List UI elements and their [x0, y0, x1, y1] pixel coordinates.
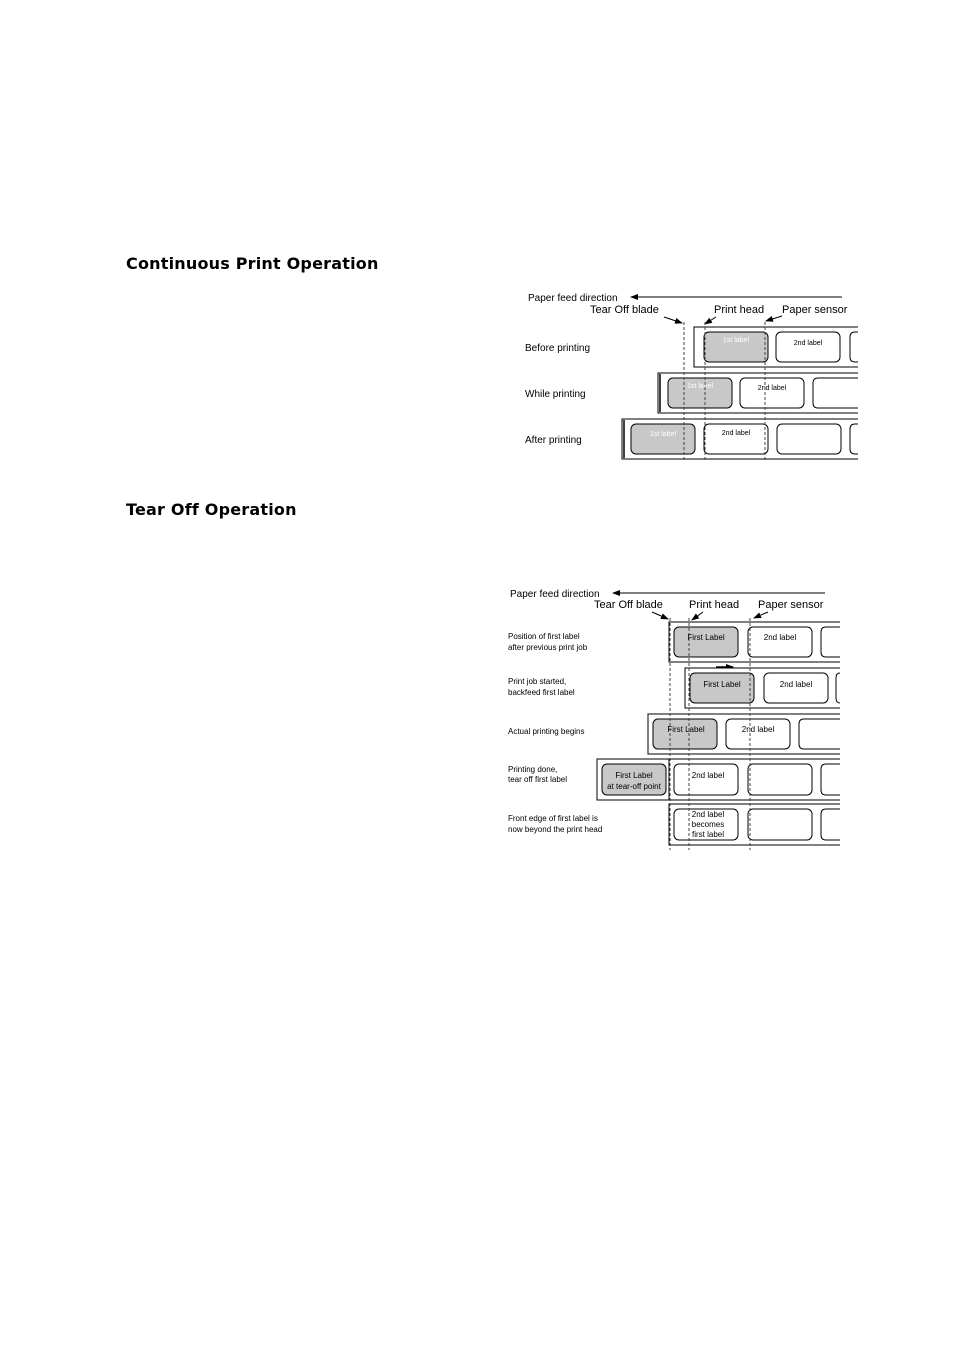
tear-off-heading: Tear Off Operation	[126, 500, 297, 519]
tear-off-diagram	[508, 589, 840, 850]
first-label	[653, 719, 717, 749]
fourth-label	[850, 424, 858, 454]
second-label-text: 2nd label	[741, 725, 775, 734]
second-label	[704, 424, 768, 454]
first-label	[631, 424, 695, 454]
third-label	[850, 332, 858, 362]
first-label-text: First Label	[615, 771, 653, 780]
print-head-text: Print head	[714, 304, 765, 316]
third-label	[777, 424, 841, 454]
print-head-text: Print head	[689, 599, 740, 611]
feed-direction-text: Paper feed direction	[528, 293, 618, 304]
sensor-pointer-arrow	[754, 612, 768, 618]
row-caption: backfeed first label	[508, 688, 575, 697]
blade-pointer-arrow	[664, 317, 682, 323]
first-label-text: First Label	[703, 680, 741, 689]
first-label-text: 1st label	[722, 337, 750, 344]
second-label	[776, 332, 840, 362]
paper-sensor-text: Paper sensor	[782, 304, 848, 316]
second-label-text: first label	[691, 830, 725, 839]
third-label	[748, 764, 812, 795]
third-label	[813, 378, 858, 408]
second-label	[740, 378, 804, 408]
first-label-text: at tear-off point	[607, 782, 661, 791]
row-caption: Front edge of first label is	[508, 814, 598, 823]
row-caption: Printing done,	[508, 765, 558, 774]
head-pointer-arrow	[705, 317, 716, 324]
first-label	[674, 627, 738, 657]
head-pointer-arrow	[692, 612, 703, 620]
third-label	[836, 673, 840, 703]
continuous-print-heading: Continuous Print Operation	[126, 254, 379, 273]
row-caption: While printing	[525, 389, 586, 400]
row-caption: tear off first label	[508, 775, 567, 784]
blade-pointer-arrow	[652, 612, 668, 619]
row-caption: After printing	[525, 435, 582, 446]
second-label-text: 2nd label	[793, 340, 823, 347]
second-label-text: 2nd label	[763, 633, 797, 642]
row-caption: Position of first label	[508, 632, 580, 641]
second-label-text: 2nd label	[691, 810, 725, 819]
fourth-label	[821, 809, 840, 840]
tear-off-blade-text: Tear Off blade	[590, 304, 659, 316]
first-label-text: 1st label	[649, 431, 677, 438]
second-label	[726, 719, 790, 749]
row-caption: Actual printing begins	[508, 727, 585, 736]
row-caption: Print job started,	[508, 677, 567, 686]
second-label-text: 2nd label	[757, 385, 787, 392]
third-label	[821, 627, 840, 657]
second-label	[748, 627, 812, 657]
second-label-text: 2nd label	[691, 771, 725, 780]
first-label-text: 1st label	[686, 383, 714, 390]
fourth-label	[821, 764, 840, 795]
row-caption: after previous print job	[508, 643, 588, 652]
continuous-print-diagram	[525, 293, 858, 462]
third-label	[799, 719, 840, 749]
paper-sensor-text: Paper sensor	[758, 599, 824, 611]
feed-direction-text: Paper feed direction	[510, 589, 600, 600]
row-caption: now beyond the print head	[508, 825, 603, 834]
row-caption: Before printing	[525, 343, 591, 354]
second-label-text: becomes	[691, 820, 725, 829]
sensor-pointer-arrow	[766, 316, 782, 321]
first-label-text: First Label	[687, 633, 725, 642]
second-label-text: 2nd label	[721, 430, 751, 437]
tear-off-blade-text: Tear Off blade	[594, 599, 663, 611]
third-label	[748, 809, 812, 840]
first-label-text: First Label	[667, 725, 705, 734]
second-label-text: 2nd label	[779, 680, 813, 689]
